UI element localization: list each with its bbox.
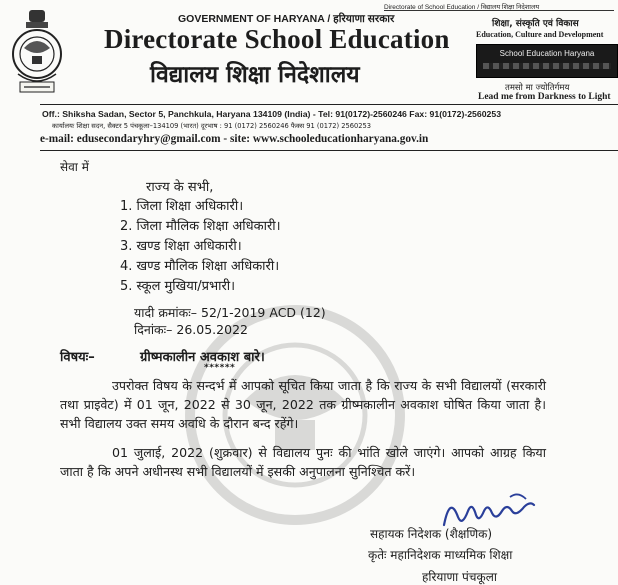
signatory-on-behalf: कृतेः महानिदेशक माध्यमिक शिक्षा — [368, 548, 513, 562]
subject-label: विषयः– — [60, 350, 95, 365]
addressee-item: 5. स्कूल मुखिया/प्रभारी। — [120, 279, 236, 294]
contact-email-website: e-mail: edusecondaryhry@gmail.com - site: www.schooleducationharyana.gov.in — [40, 133, 429, 145]
department-title-english: Directorate School Education — [104, 24, 450, 54]
department-logo-box — [476, 44, 618, 78]
department-title-hindi: विद्यालय शिक्षा निदेशालय — [150, 62, 360, 88]
memo-number: यादी क्रमांकः– 52/1-2019 ACD (12) — [134, 305, 326, 320]
office-address-hindi: कार्यालयः शिक्षा सदन, सैक्टर 5 पंचकूला–134109 (भारत) दूरभाष : 91 (0172) 2560246 फैक्स 91 (0172) 2560253 — [52, 122, 372, 130]
body-paragraph-2: 01 जुलाई, 2022 (शुक्रवार) से विद्यालय पुनः की भांति खोले जाएंगे। आपको आग्रह किया जाता है कि अपने अधीनस्थ सभी विद्यालयों में इसकी अनुपालना सुनिश्चित करें। — [60, 445, 546, 479]
subject-separator: ****** — [204, 363, 236, 373]
signatory-location: हरियाणा पंचकूला — [422, 570, 497, 584]
recipient-greeting: राज्य के सभी, — [146, 180, 214, 195]
addressee-item: 1. जिला शिक्षा अधिकारी। — [120, 199, 244, 214]
motto-english: Lead me from Darkness to Light — [478, 92, 611, 102]
office-address-english: Off.: Shiksha Sadan, Sector 5, Panchkula, Haryana 134109 (India) - Tel: 91(0172)-2560246 Fax: 91(0172)-2560253 — [42, 109, 502, 119]
haryana-emblem-icon — [6, 8, 68, 100]
salutation: सेवा में — [60, 160, 89, 174]
addressee-item: 3. खण्ड शिक्षा अधिकारी। — [120, 239, 242, 254]
government-label: GOVERNMENT OF HARYANA / हरियाणा सरकार — [178, 13, 395, 25]
addressee-item: 4. खण्ड मौलिक शिक्षा अधिकारी। — [120, 259, 280, 274]
motto-hindi: तमसो मा ज्योतिर्गमय — [505, 83, 570, 93]
tagline-hindi: शिक्षा, संस्कृति एवं विकास — [492, 19, 579, 29]
top-rule — [384, 10, 614, 11]
department-logo-text: School Education Haryana — [499, 49, 595, 58]
top-reference-note: Directorate of School Education / विद्यालय शिक्षा निदेशालय — [384, 4, 540, 11]
letter-date: दिनांकः– 26.05.2022 — [134, 322, 248, 337]
subject-text: ग्रीष्मकालीन अवकाश बारे। — [140, 350, 265, 365]
tagline-english: Education, Culture and Development — [476, 30, 604, 39]
letterhead-divider — [40, 150, 618, 151]
body-paragraph-1: उपरोक्त विषय के सन्दर्भ में आपको सूचित किया जाता है कि राज्य के सभी विद्यालयों (सरकारी तथा प्राइवेट) में 01 जून, 2022 से 30 जून, 2022 तक ग्रीष्मकालीन अवकाश घोषित किया जाता है। सभी विद्यालय उक्त समय अवधि के दौरान बन्द रहेंगे। — [60, 378, 546, 431]
logo-decoration — [483, 63, 611, 69]
addressee-item: 2. जिला मौलिक शिक्षा अधिकारी। — [120, 219, 281, 234]
header-divider — [40, 104, 618, 105]
signatory-designation: सहायक निदेशक (शैक्षणिक) — [370, 527, 493, 541]
